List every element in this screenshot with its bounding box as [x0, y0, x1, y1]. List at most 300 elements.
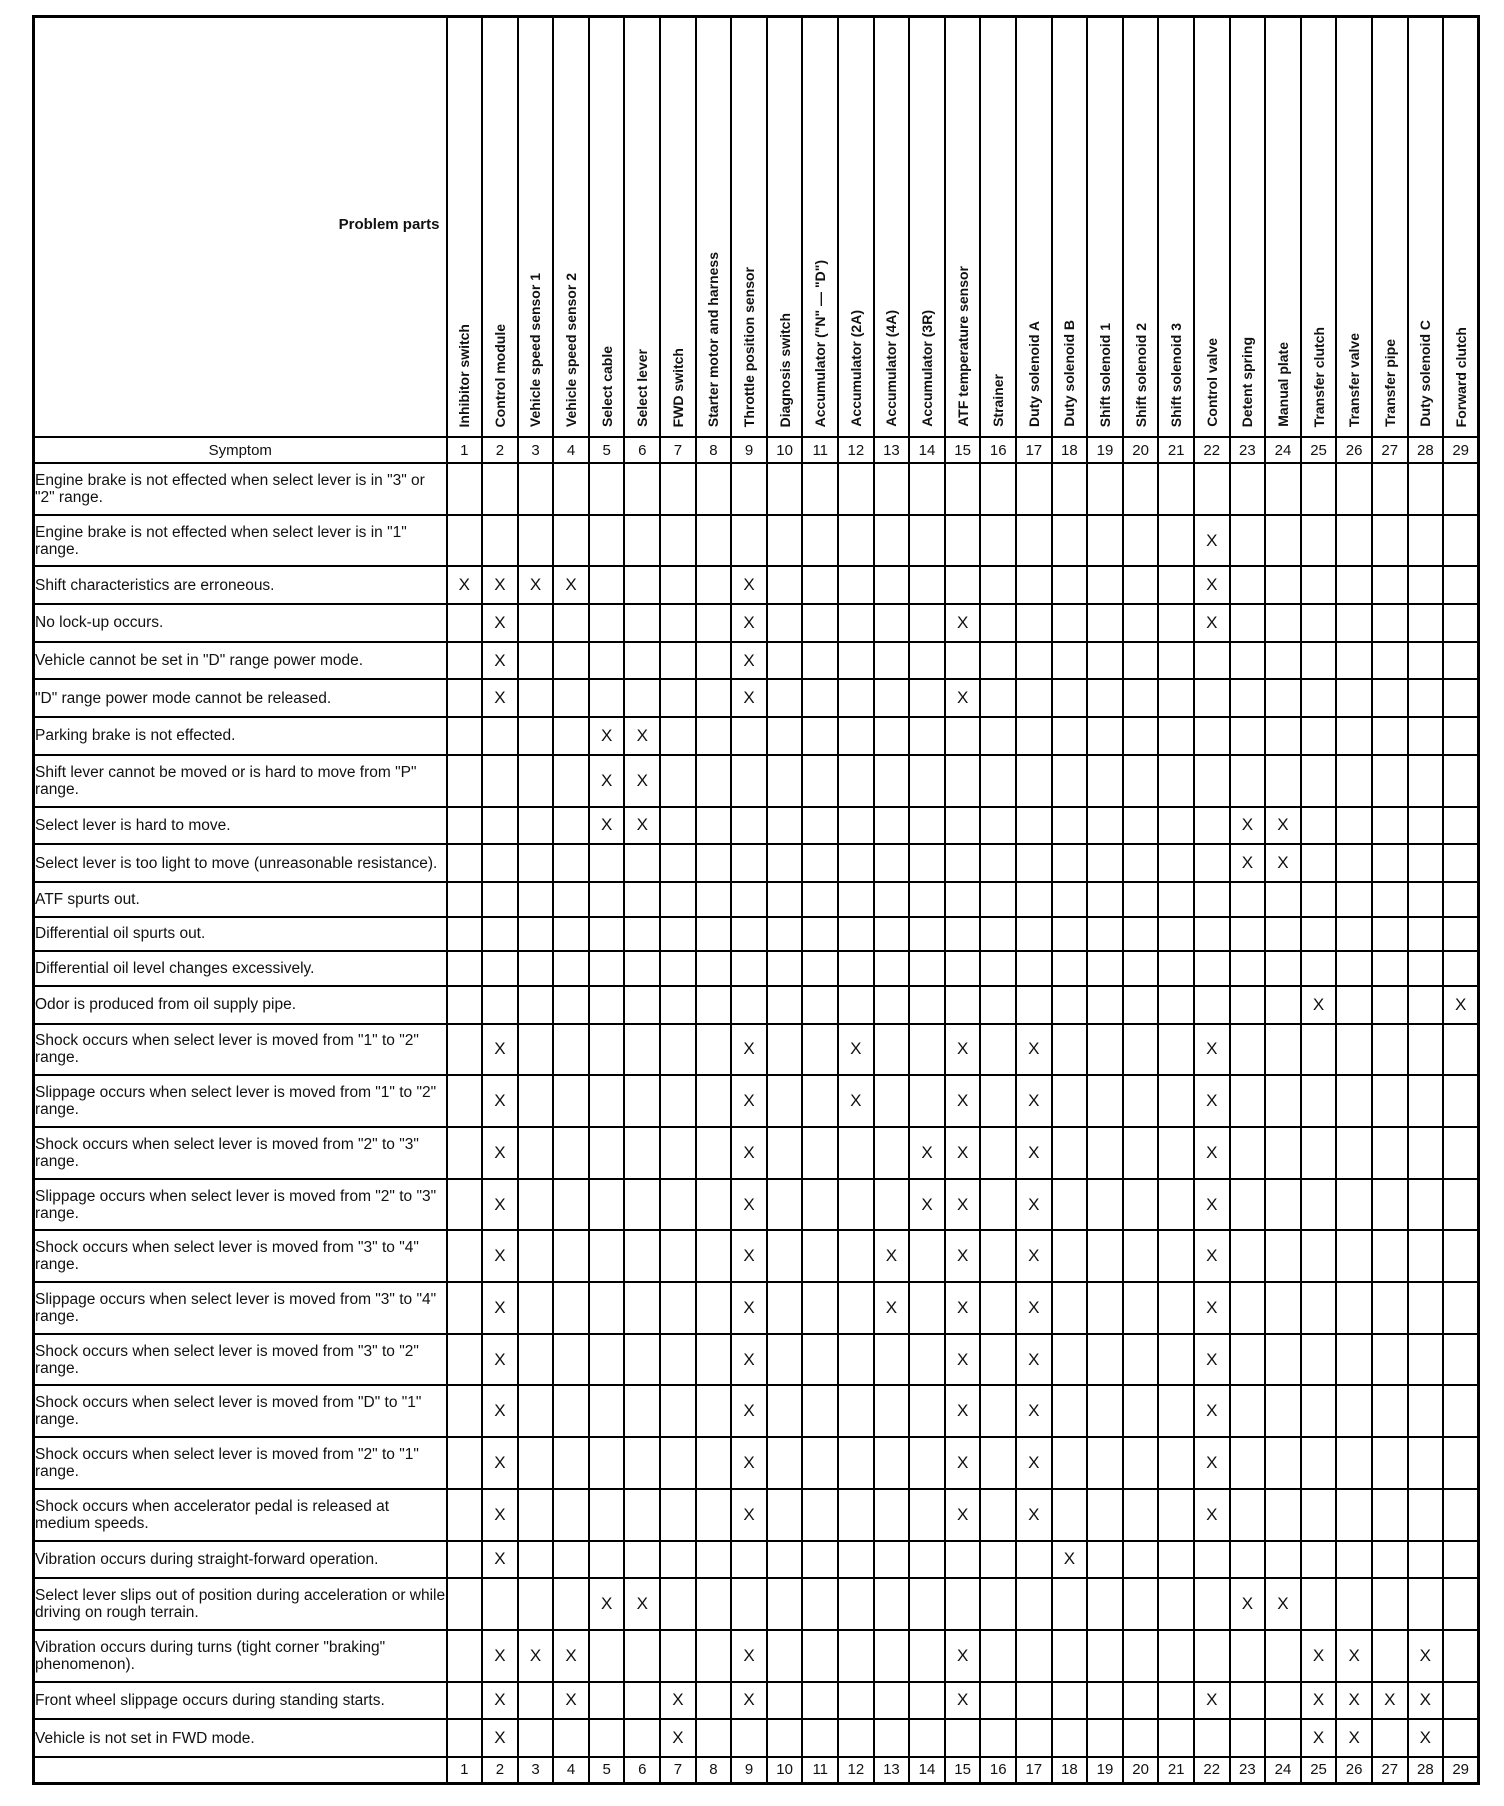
- part-name: Strainer: [990, 374, 1007, 427]
- empty-cell: [589, 642, 625, 680]
- empty-cell: [696, 1127, 732, 1179]
- problem-parts-header: [34, 17, 447, 438]
- empty-cell: [1372, 807, 1408, 845]
- empty-cell: [1265, 882, 1301, 917]
- symptom-text: Slippage occurs when select lever is moved from "1" to "2" range.: [34, 1075, 447, 1127]
- empty-cell: [1016, 986, 1052, 1024]
- empty-cell: [1301, 1127, 1337, 1179]
- empty-cell: [802, 1179, 838, 1231]
- empty-cell: [1336, 1230, 1372, 1282]
- empty-cell: [1336, 1489, 1372, 1541]
- footer-part-number: 18: [1052, 1757, 1088, 1784]
- empty-cell: [945, 882, 981, 917]
- empty-cell: [660, 1179, 696, 1231]
- empty-cell: [1265, 1489, 1301, 1541]
- table-row: [34, 717, 1479, 755]
- empty-cell: [624, 917, 660, 952]
- footer-part-number: 24: [1265, 1757, 1301, 1784]
- empty-cell: [767, 515, 803, 567]
- empty-cell: [1265, 1385, 1301, 1437]
- empty-cell: [1372, 986, 1408, 1024]
- empty-cell: [1230, 1075, 1266, 1127]
- footer-part-number: 17: [1016, 1757, 1052, 1784]
- x-mark: X: [482, 1630, 518, 1682]
- empty-cell: [1265, 1437, 1301, 1489]
- symptom-text: Engine brake is not effected when select lever is in "1" range.: [34, 515, 447, 567]
- empty-cell: [1016, 717, 1052, 755]
- footer-part-number: 14: [909, 1757, 945, 1784]
- empty-cell: [980, 1578, 1016, 1630]
- empty-cell: [874, 1127, 910, 1179]
- empty-cell: [1372, 1179, 1408, 1231]
- empty-cell: [1443, 917, 1479, 952]
- x-mark: X: [1016, 1179, 1052, 1231]
- empty-cell: [1443, 679, 1479, 717]
- empty-cell: [767, 1075, 803, 1127]
- empty-cell: [731, 717, 767, 755]
- empty-cell: [1158, 604, 1194, 642]
- empty-cell: [1123, 1682, 1159, 1720]
- empty-cell: [1443, 717, 1479, 755]
- empty-cell: [1408, 882, 1444, 917]
- x-mark: X: [838, 1075, 874, 1127]
- empty-cell: [1052, 1127, 1088, 1179]
- empty-cell: [1123, 1024, 1159, 1076]
- x-mark: X: [1016, 1385, 1052, 1437]
- empty-cell: [696, 1630, 732, 1682]
- empty-cell: [767, 1230, 803, 1282]
- empty-cell: [1052, 1179, 1088, 1231]
- empty-cell: [1052, 1385, 1088, 1437]
- empty-cell: [1265, 1024, 1301, 1076]
- empty-cell: [1265, 1179, 1301, 1231]
- empty-cell: [1194, 1630, 1230, 1682]
- empty-cell: [1301, 951, 1337, 986]
- empty-cell: [874, 882, 910, 917]
- footer-blank-cell: [34, 1757, 447, 1784]
- empty-cell: [1087, 1489, 1123, 1541]
- empty-cell: [1265, 917, 1301, 952]
- empty-cell: [1443, 1541, 1479, 1579]
- empty-cell: [1158, 1489, 1194, 1541]
- empty-cell: [696, 1682, 732, 1720]
- empty-cell: [767, 1334, 803, 1386]
- x-mark: X: [553, 1630, 589, 1682]
- symptom-text: Differential oil spurts out.: [34, 917, 447, 952]
- empty-cell: [1123, 1230, 1159, 1282]
- symptom-text: Shock occurs when select lever is moved from "1" to "2" range.: [34, 1024, 447, 1076]
- empty-cell: [624, 604, 660, 642]
- header-part-number: 23: [1230, 437, 1266, 463]
- part-header-9: [731, 17, 767, 438]
- x-mark: X: [1230, 1578, 1266, 1630]
- empty-cell: [909, 882, 945, 917]
- empty-cell: [624, 1630, 660, 1682]
- table-row: [34, 807, 1479, 845]
- x-mark: X: [1265, 1578, 1301, 1630]
- empty-cell: [1301, 807, 1337, 845]
- part-name: Starter motor and harness: [705, 251, 722, 427]
- empty-cell: [589, 679, 625, 717]
- part-header-25: [1301, 17, 1337, 438]
- empty-cell: [447, 1127, 483, 1179]
- empty-cell: [1265, 1630, 1301, 1682]
- empty-cell: [518, 1682, 554, 1720]
- empty-cell: [1016, 844, 1052, 882]
- x-mark: X: [1301, 986, 1337, 1024]
- empty-cell: [518, 1437, 554, 1489]
- empty-cell: [909, 1230, 945, 1282]
- empty-cell: [660, 1282, 696, 1334]
- empty-cell: [1443, 882, 1479, 917]
- part-header-22: [1194, 17, 1230, 438]
- empty-cell: [660, 604, 696, 642]
- empty-cell: [909, 1334, 945, 1386]
- empty-cell: [553, 807, 589, 845]
- empty-cell: [1016, 917, 1052, 952]
- empty-cell: [1123, 951, 1159, 986]
- empty-cell: [1158, 807, 1194, 845]
- x-mark: X: [1194, 1075, 1230, 1127]
- x-mark: X: [1016, 1489, 1052, 1541]
- empty-cell: [1408, 515, 1444, 567]
- empty-cell: [1016, 463, 1052, 515]
- x-mark: X: [1336, 1719, 1372, 1757]
- empty-cell: [589, 882, 625, 917]
- empty-cell: [1087, 1630, 1123, 1682]
- empty-cell: [696, 917, 732, 952]
- empty-cell: [624, 1230, 660, 1282]
- empty-cell: [1265, 642, 1301, 680]
- empty-cell: [909, 917, 945, 952]
- empty-cell: [838, 917, 874, 952]
- empty-cell: [1016, 951, 1052, 986]
- empty-cell: [518, 463, 554, 515]
- empty-cell: [1443, 1075, 1479, 1127]
- empty-cell: [874, 566, 910, 604]
- symptom-text: Shift lever cannot be moved or is hard to move from "P" range.: [34, 755, 447, 807]
- x-mark: X: [518, 1630, 554, 1682]
- empty-cell: [447, 951, 483, 986]
- part-name: Diagnosis switch: [776, 312, 793, 427]
- x-mark: X: [624, 1578, 660, 1630]
- x-mark: X: [482, 604, 518, 642]
- empty-cell: [696, 1578, 732, 1630]
- part-header-24: [1265, 17, 1301, 438]
- empty-cell: [909, 642, 945, 680]
- footer-part-number: 2: [482, 1757, 518, 1784]
- empty-cell: [696, 1437, 732, 1489]
- header-part-number: 2: [482, 437, 518, 463]
- empty-cell: [1443, 1334, 1479, 1386]
- empty-cell: [980, 951, 1016, 986]
- empty-cell: [1123, 986, 1159, 1024]
- empty-cell: [1336, 1127, 1372, 1179]
- empty-cell: [589, 566, 625, 604]
- empty-cell: [1158, 1385, 1194, 1437]
- empty-cell: [553, 1282, 589, 1334]
- empty-cell: [1123, 1127, 1159, 1179]
- empty-cell: [1158, 951, 1194, 986]
- empty-cell: [1408, 1437, 1444, 1489]
- empty-cell: [1301, 1334, 1337, 1386]
- empty-cell: [980, 1127, 1016, 1179]
- empty-cell: [1336, 1334, 1372, 1386]
- symptom-text: Shock occurs when select lever is moved from "3" to "2" range.: [34, 1334, 447, 1386]
- empty-cell: [767, 1541, 803, 1579]
- empty-cell: [1087, 1230, 1123, 1282]
- footer-part-number: 13: [874, 1757, 910, 1784]
- empty-cell: [553, 1719, 589, 1757]
- empty-cell: [518, 1127, 554, 1179]
- part-name: ATF temperature sensor: [954, 266, 971, 427]
- empty-cell: [1265, 1541, 1301, 1579]
- empty-cell: [518, 807, 554, 845]
- empty-cell: [1052, 951, 1088, 986]
- symptom-text: Shock occurs when select lever is moved from "D" to "1" range.: [34, 1385, 447, 1437]
- empty-cell: [1301, 1437, 1337, 1489]
- empty-cell: [909, 1630, 945, 1682]
- part-header-27: [1372, 17, 1408, 438]
- empty-cell: [1016, 642, 1052, 680]
- empty-cell: [447, 604, 483, 642]
- x-mark: X: [482, 1334, 518, 1386]
- empty-cell: [1230, 717, 1266, 755]
- empty-cell: [1372, 1385, 1408, 1437]
- empty-cell: [447, 1541, 483, 1579]
- empty-cell: [838, 1385, 874, 1437]
- x-mark: X: [1194, 1334, 1230, 1386]
- empty-cell: [1123, 1385, 1159, 1437]
- empty-cell: [1158, 1127, 1194, 1179]
- header-part-number: 12: [838, 437, 874, 463]
- empty-cell: [731, 882, 767, 917]
- empty-cell: [660, 1334, 696, 1386]
- part-header-21: [1158, 17, 1194, 438]
- empty-cell: [1301, 844, 1337, 882]
- empty-cell: [838, 642, 874, 680]
- empty-cell: [589, 1024, 625, 1076]
- footer-part-number: 9: [731, 1757, 767, 1784]
- empty-cell: [1194, 463, 1230, 515]
- empty-cell: [1443, 1024, 1479, 1076]
- empty-cell: [1372, 604, 1408, 642]
- empty-cell: [1372, 917, 1408, 952]
- empty-cell: [696, 755, 732, 807]
- x-mark: X: [482, 679, 518, 717]
- empty-cell: [1230, 566, 1266, 604]
- empty-cell: [589, 1489, 625, 1541]
- x-mark: X: [731, 1075, 767, 1127]
- empty-cell: [696, 604, 732, 642]
- empty-cell: [696, 566, 732, 604]
- empty-cell: [1087, 717, 1123, 755]
- empty-cell: [945, 1719, 981, 1757]
- empty-cell: [767, 882, 803, 917]
- empty-cell: [589, 1334, 625, 1386]
- empty-cell: [1016, 515, 1052, 567]
- header-part-number: 9: [731, 437, 767, 463]
- empty-cell: [1301, 515, 1337, 567]
- empty-cell: [1265, 566, 1301, 604]
- empty-cell: [1408, 642, 1444, 680]
- x-mark: X: [1230, 807, 1266, 845]
- empty-cell: [1052, 604, 1088, 642]
- symptom-text: Engine brake is not effected when select lever is in "3" or "2" range.: [34, 463, 447, 515]
- part-header-16: [980, 17, 1016, 438]
- empty-cell: [945, 463, 981, 515]
- empty-cell: [909, 1385, 945, 1437]
- empty-cell: [1087, 566, 1123, 604]
- empty-cell: [1194, 679, 1230, 717]
- empty-cell: [1052, 1334, 1088, 1386]
- x-mark: X: [945, 1230, 981, 1282]
- empty-cell: [1158, 1334, 1194, 1386]
- empty-cell: [909, 1489, 945, 1541]
- empty-cell: [660, 986, 696, 1024]
- empty-cell: [1301, 1230, 1337, 1282]
- empty-cell: [909, 1541, 945, 1579]
- empty-cell: [1301, 566, 1337, 604]
- x-mark: X: [1372, 1682, 1408, 1720]
- x-mark: X: [1230, 844, 1266, 882]
- empty-cell: [802, 1541, 838, 1579]
- x-mark: X: [1016, 1024, 1052, 1076]
- empty-cell: [1372, 1437, 1408, 1489]
- empty-cell: [980, 844, 1016, 882]
- part-name: Accumulator (2A): [847, 310, 864, 427]
- empty-cell: [660, 1437, 696, 1489]
- table-row: [34, 951, 1479, 986]
- empty-cell: [1158, 755, 1194, 807]
- empty-cell: [624, 566, 660, 604]
- empty-cell: [624, 1489, 660, 1541]
- empty-cell: [731, 1578, 767, 1630]
- empty-cell: [1158, 463, 1194, 515]
- empty-cell: [1230, 882, 1266, 917]
- x-mark: X: [1408, 1630, 1444, 1682]
- empty-cell: [660, 1578, 696, 1630]
- part-name: Select lever: [634, 349, 651, 427]
- x-mark: X: [945, 1024, 981, 1076]
- part-header-28: [1408, 17, 1444, 438]
- empty-cell: [518, 1578, 554, 1630]
- x-mark: X: [945, 1334, 981, 1386]
- x-mark: X: [1194, 1682, 1230, 1720]
- empty-cell: [1158, 566, 1194, 604]
- empty-cell: [482, 807, 518, 845]
- empty-cell: [553, 844, 589, 882]
- empty-cell: [802, 717, 838, 755]
- part-name: Accumulator (3R): [919, 310, 936, 427]
- header-part-number: 14: [909, 437, 945, 463]
- x-mark: X: [909, 1127, 945, 1179]
- symptom-text: "D" range power mode cannot be released.: [34, 679, 447, 717]
- table-row: [34, 1682, 1479, 1720]
- empty-cell: [838, 515, 874, 567]
- empty-cell: [1123, 1578, 1159, 1630]
- empty-cell: [767, 679, 803, 717]
- empty-cell: [1301, 642, 1337, 680]
- empty-cell: [1443, 951, 1479, 986]
- part-name: FWD switch: [669, 347, 686, 427]
- empty-cell: [802, 807, 838, 845]
- empty-cell: [589, 1682, 625, 1720]
- empty-cell: [624, 1179, 660, 1231]
- empty-cell: [838, 1541, 874, 1579]
- empty-cell: [767, 642, 803, 680]
- empty-cell: [696, 1179, 732, 1231]
- x-mark: X: [1194, 515, 1230, 567]
- empty-cell: [660, 882, 696, 917]
- table-row: [34, 642, 1479, 680]
- part-header-6: [624, 17, 660, 438]
- empty-cell: [1194, 844, 1230, 882]
- header-part-number: 15: [945, 437, 981, 463]
- part-name: Duty solenoid A: [1025, 320, 1042, 427]
- empty-cell: [624, 1682, 660, 1720]
- empty-cell: [447, 844, 483, 882]
- empty-cell: [660, 844, 696, 882]
- empty-cell: [980, 807, 1016, 845]
- empty-cell: [1087, 1541, 1123, 1579]
- empty-cell: [1052, 1489, 1088, 1541]
- empty-cell: [1301, 679, 1337, 717]
- empty-cell: [447, 463, 483, 515]
- empty-cell: [1158, 1075, 1194, 1127]
- empty-cell: [874, 604, 910, 642]
- empty-cell: [518, 515, 554, 567]
- part-header-11: [802, 17, 838, 438]
- empty-cell: [838, 1437, 874, 1489]
- empty-cell: [696, 986, 732, 1024]
- part-name: Transfer valve: [1346, 332, 1363, 427]
- table-row: [34, 1578, 1479, 1630]
- empty-cell: [1052, 463, 1088, 515]
- empty-cell: [447, 1682, 483, 1720]
- empty-cell: [696, 679, 732, 717]
- x-mark: X: [731, 1230, 767, 1282]
- empty-cell: [874, 917, 910, 952]
- empty-cell: [1336, 604, 1372, 642]
- empty-cell: [1301, 755, 1337, 807]
- empty-cell: [731, 951, 767, 986]
- empty-cell: [553, 1385, 589, 1437]
- x-mark: X: [482, 1075, 518, 1127]
- empty-cell: [1443, 1385, 1479, 1437]
- empty-cell: [660, 515, 696, 567]
- x-mark: X: [589, 1578, 625, 1630]
- empty-cell: [1230, 515, 1266, 567]
- table-row: [34, 1385, 1479, 1437]
- empty-cell: [767, 1719, 803, 1757]
- header-part-number: 16: [980, 437, 1016, 463]
- empty-cell: [731, 755, 767, 807]
- empty-cell: [802, 1230, 838, 1282]
- header-part-number: 3: [518, 437, 554, 463]
- footer-number-row: [34, 1757, 1479, 1784]
- header-part-number: 22: [1194, 437, 1230, 463]
- x-mark: X: [482, 1179, 518, 1231]
- empty-cell: [945, 566, 981, 604]
- empty-cell: [1443, 642, 1479, 680]
- empty-cell: [447, 755, 483, 807]
- x-mark: X: [624, 717, 660, 755]
- empty-cell: [1087, 604, 1123, 642]
- empty-cell: [838, 717, 874, 755]
- empty-cell: [874, 717, 910, 755]
- empty-cell: [1123, 463, 1159, 515]
